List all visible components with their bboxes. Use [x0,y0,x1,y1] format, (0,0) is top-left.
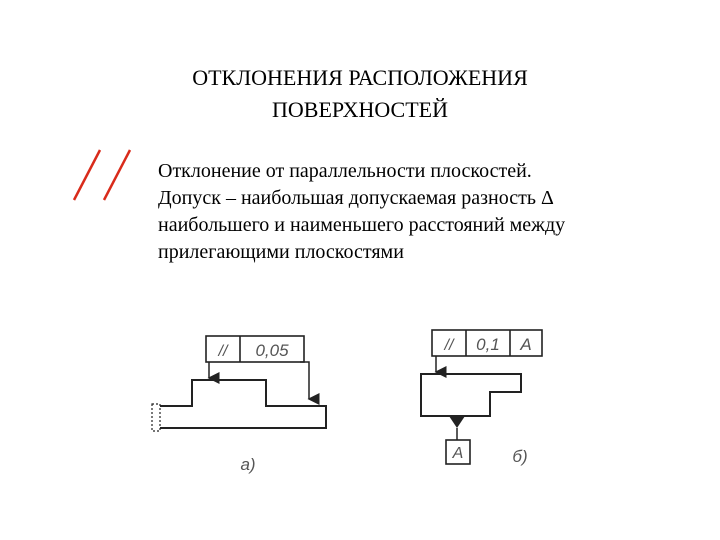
caption-a: а) [240,455,256,474]
datum-triangle-icon [449,416,465,428]
description-line-4: прилегающими плоскостями [158,241,404,263]
frame-symbol-b: // [444,337,454,354]
title-line-2: ПОВЕРХНОСТЕЙ [272,97,448,122]
title-line-1: ОТКЛОНЕНИЯ РАСПОЛОЖЕНИЯ [192,65,528,90]
datum-label-b: A [452,445,464,462]
tolerance-value-a: 0,05 [255,341,289,360]
caption-b: б) [512,447,528,466]
figure-a [152,336,326,474]
tolerance-value-b: 0,1 [476,335,500,354]
tolerance-frame-b [432,330,542,356]
description-line-1: Отклонение от параллельности плоскостей. [158,160,532,182]
tolerance-frame-a [206,336,304,362]
description-line-3: наибольшего и наименьшего расстояний между [158,214,566,236]
figure-b [421,330,542,466]
description-line-2: Допуск – наибольшая допускаемая разность Δ [158,187,554,209]
datum-ref-b: A [520,335,532,354]
frame-symbol-a: // [218,343,228,360]
